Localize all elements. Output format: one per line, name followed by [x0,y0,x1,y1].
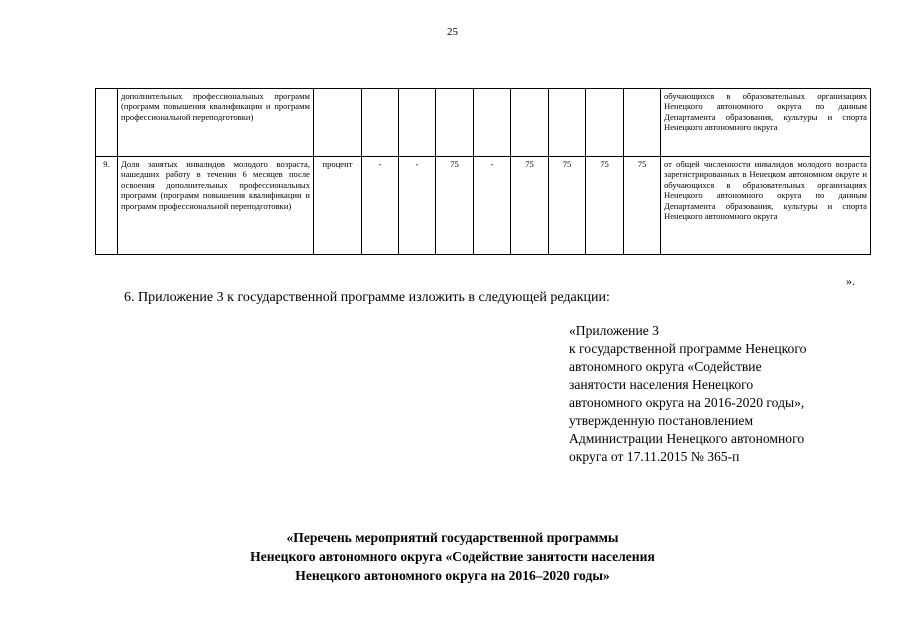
value-cell: 75 [511,157,549,255]
indicator-name: дополнительных профессиональных программ (программ повышения квалификации и программ профессиональной переподготовки) [118,89,314,157]
value-cell: 75 [549,157,586,255]
value-cell [474,89,511,157]
appendix-ref-line: Администрации Ненецкого автономного [569,431,805,446]
value-cell [362,89,399,157]
method-cell: обучающихся в образовательных организациях Ненецкого автономного округа по данным Департамента образования, культуры и спорта Ненецкого автономного округа [661,89,871,157]
appendix-ref-line: автономного округа «Содействие [569,359,762,374]
page-number: 25 [447,26,458,38]
value-cell [399,89,436,157]
list-title-line: «Перечень мероприятий государственной программы [286,530,619,545]
unit-cell: процент [314,157,362,255]
appendix-ref-line: автономного округа на 2016-2020 годы», [569,395,805,410]
appendix-ref-line: к государственной программе Ненецкого [569,341,807,356]
value-cell [586,89,624,157]
indicators-table [95,88,871,255]
value-cell: 75 [624,157,661,255]
value-cell: 75 [586,157,624,255]
list-title-line: Ненецкого автономного округа «Содействие занятости населения [250,549,655,564]
unit-cell [314,89,362,157]
value-cell: - [474,157,511,255]
table-row [96,89,871,157]
method-cell: от общей численности инвалидов молодого возраста зарегистрированных в Ненецком автономном округе и обучающихся в образовательных организациях Ненецкого автономного округа по данным Департамента образования, культуры и спорта Ненецкого автономного округа [661,157,871,255]
value-cell [624,89,661,157]
value-cell: - [362,157,399,255]
appendix-reference [569,322,869,466]
table-row [96,157,871,255]
appendix-ref-line: округа от 17.11.2015 № 365-п [569,449,740,464]
indicator-name: Доля занятых инвалидов молодого возраста, нашедших работу в течении 6 месяцев после освоения дополнительных профессиональных программ (программ повышения квалификации и программ профессиональной переподготовки) [118,157,314,255]
closing-quote: ». [846,274,855,288]
list-title-line: Ненецкого автономного округа на 2016–2020 годы» [295,568,610,583]
item-6-paragraph: 6. Приложение 3 к государственной программе изложить в следующей редакции: [124,290,610,305]
list-title [0,528,905,585]
value-cell [436,89,474,157]
value-cell: 75 [436,157,474,255]
value-cell [549,89,586,157]
row-number [96,89,118,157]
row-number: 9. [96,157,118,255]
appendix-ref-line: утвержденную постановлением [569,413,754,428]
appendix-ref-line: занятости населения Ненецкого [569,377,754,392]
value-cell: - [399,157,436,255]
appendix-ref-line: «Приложение 3 [569,323,659,338]
value-cell [511,89,549,157]
